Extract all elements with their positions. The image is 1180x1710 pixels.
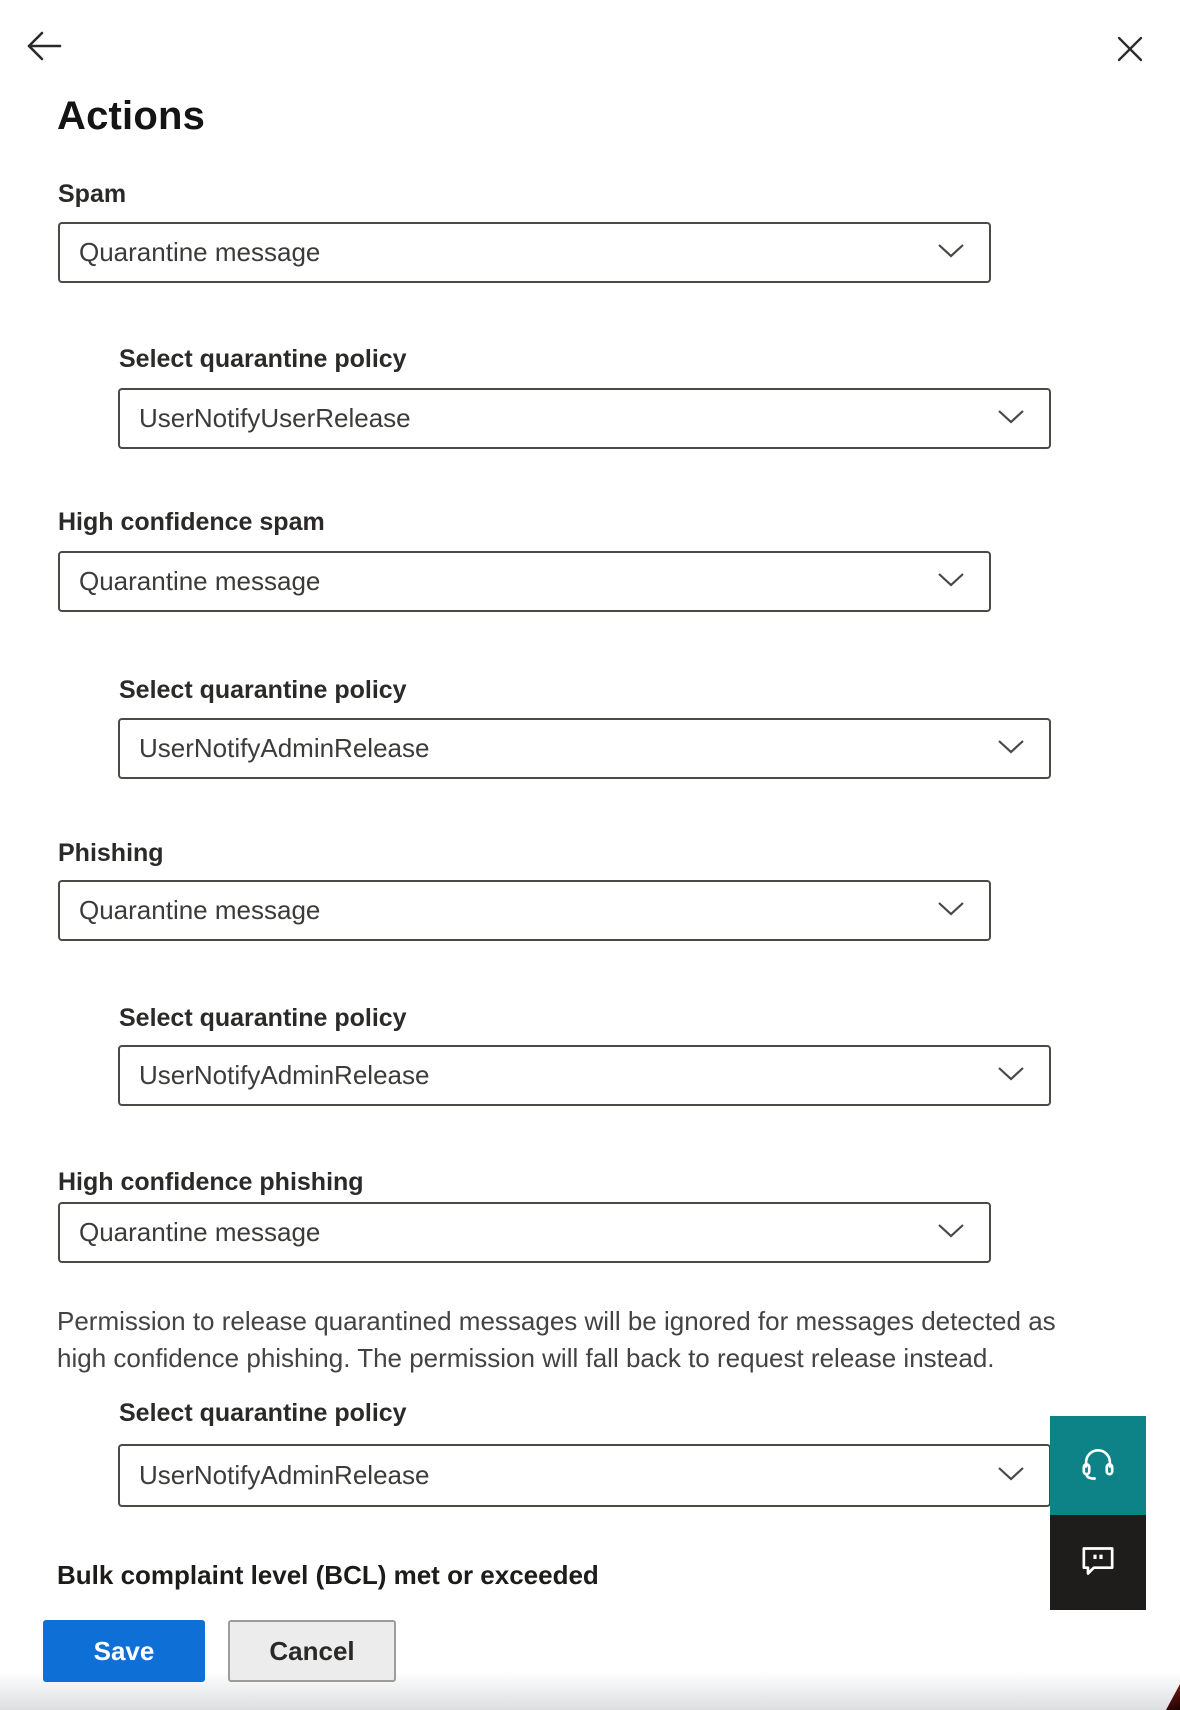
- chevron-down-icon: [937, 1223, 965, 1243]
- bulk-complaint-level-label: Bulk complaint level (BCL) met or exceeded: [57, 1560, 599, 1590]
- back-button[interactable]: [22, 24, 68, 70]
- phishing-label: Phishing: [58, 839, 164, 867]
- speech-bubble-icon: [1078, 1541, 1118, 1584]
- high-confidence-phishing-label: High confidence phishing: [58, 1168, 364, 1196]
- arrow-left-icon: [26, 30, 64, 65]
- spam-quarantine-policy-label: Select quarantine policy: [119, 345, 407, 373]
- high-confidence-phishing-action-value: Quarantine message: [79, 1217, 321, 1247]
- chevron-down-icon: [997, 409, 1025, 429]
- hcs-quarantine-policy-label: Select quarantine policy: [119, 676, 407, 704]
- cancel-button[interactable]: Cancel: [228, 1620, 396, 1682]
- help-button[interactable]: [1050, 1416, 1146, 1515]
- phishing-quarantine-policy-dropdown[interactable]: [118, 1045, 1051, 1106]
- footer-bar: [0, 1591, 1180, 1710]
- spam-action-dropdown[interactable]: [58, 222, 991, 283]
- page-title: Actions: [57, 94, 206, 138]
- chevron-down-icon: [997, 1466, 1025, 1486]
- hcs-quarantine-policy-dropdown[interactable]: [118, 718, 1051, 779]
- close-button[interactable]: [1108, 28, 1152, 72]
- hcp-quarantine-policy-label: Select quarantine policy: [119, 1399, 407, 1427]
- spam-action-value: Quarantine message: [79, 237, 321, 267]
- close-icon: [1116, 35, 1144, 66]
- chevron-down-icon: [997, 739, 1025, 759]
- hcp-release-note: [57, 1303, 1147, 1377]
- spam-quarantine-policy-value: UserNotifyUserRelease: [139, 403, 411, 433]
- phishing-action-value: Quarantine message: [79, 895, 321, 925]
- hcp-release-note-line2: high confidence phishing. The permission will fall back to request release instead.: [57, 1343, 995, 1373]
- chevron-down-icon: [997, 1066, 1025, 1086]
- phishing-action-dropdown[interactable]: [58, 880, 991, 941]
- chevron-down-icon: [937, 243, 965, 263]
- chevron-down-icon: [937, 901, 965, 921]
- feedback-button[interactable]: [1050, 1515, 1146, 1610]
- side-widget-stack: [1050, 1416, 1146, 1610]
- high-confidence-spam-action-dropdown[interactable]: [58, 551, 991, 612]
- hcp-release-note-line1: Permission to release quarantined messages will be ignored for messages detected as: [57, 1306, 1056, 1336]
- high-confidence-spam-label: High confidence spam: [58, 508, 325, 536]
- hcp-quarantine-policy-dropdown[interactable]: [118, 1444, 1051, 1507]
- phishing-quarantine-policy-label: Select quarantine policy: [119, 1004, 407, 1032]
- spam-label: Spam: [58, 180, 127, 208]
- phishing-quarantine-policy-value: UserNotifyAdminRelease: [139, 1060, 430, 1090]
- hcp-quarantine-policy-value: UserNotifyAdminRelease: [139, 1460, 430, 1490]
- spam-quarantine-policy-dropdown[interactable]: [118, 388, 1051, 449]
- hcs-quarantine-policy-value: UserNotifyAdminRelease: [139, 733, 430, 763]
- headset-icon: [1077, 1443, 1119, 1488]
- high-confidence-spam-action-value: Quarantine message: [79, 566, 321, 596]
- high-confidence-phishing-action-dropdown[interactable]: [58, 1202, 991, 1263]
- chevron-down-icon: [937, 572, 965, 592]
- save-button[interactable]: Save: [43, 1620, 205, 1682]
